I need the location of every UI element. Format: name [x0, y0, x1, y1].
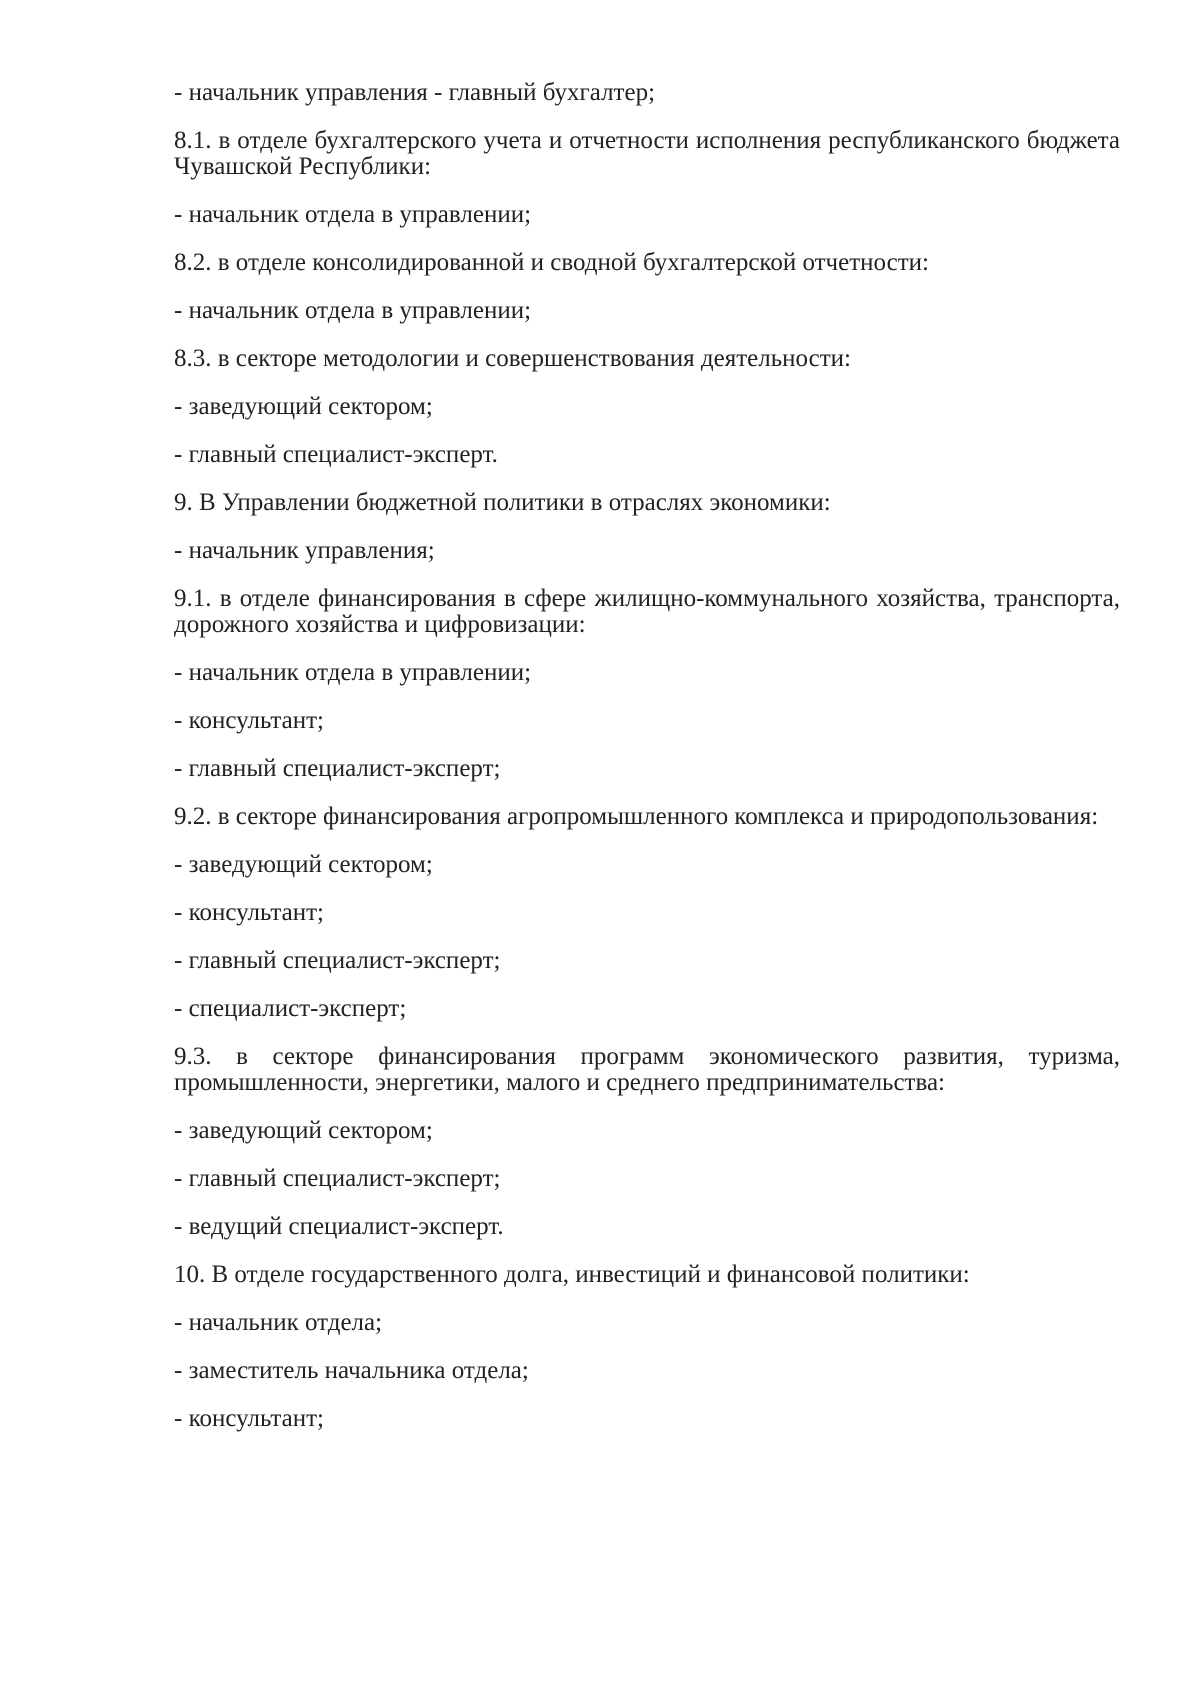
list-item: - заведующий сектором; — [174, 851, 433, 878]
section-heading: 8.1. в отделе бухгалтерского учета и отчетности исполнения республиканского бюджета Чувашской Республики: — [174, 127, 1120, 180]
list-item: - начальник отдела; — [174, 1309, 383, 1336]
list-item: - консультант; — [174, 899, 324, 926]
section-heading: 8.3. в секторе методологии и совершенствования деятельности: — [174, 345, 851, 372]
list-item: - заведующий сектором; — [174, 393, 433, 420]
list-item: - главный специалист-эксперт; — [174, 755, 501, 782]
section-heading: 9.2. в секторе финансирования агропромышленного комплекса и природопользования: — [174, 803, 1099, 830]
list-item: - заведующий сектором; — [174, 1117, 433, 1144]
section-heading: 9. В Управлении бюджетной политики в отраслях экономики: — [174, 489, 831, 516]
section-heading: 8.2. в отделе консолидированной и сводной бухгалтерской отчетности: — [174, 249, 929, 276]
list-item: - главный специалист-эксперт; — [174, 1165, 501, 1192]
document-body — [174, 80, 1120, 1454]
list-item: - начальник отдела в управлении; — [174, 297, 532, 324]
section-heading: 10. В отделе государственного долга, инвестиций и финансовой политики: — [174, 1261, 970, 1288]
list-item: - начальник отдела в управлении; — [174, 659, 532, 686]
list-item: - начальник управления - главный бухгалтер; — [174, 79, 656, 106]
list-item: - заместитель начальника отдела; — [174, 1357, 529, 1384]
list-item: - начальник отдела в управлении; — [174, 201, 532, 228]
list-item: - главный специалист-эксперт. — [174, 441, 498, 468]
list-item: - начальник управления; — [174, 537, 435, 564]
list-item: - консультант; — [174, 1405, 324, 1432]
list-item: - консультант; — [174, 707, 324, 734]
section-heading: 9.3. в секторе финансирования программ экономического развития, туризма, промышленности, энергетики, малого и среднего предпринимательства: — [174, 1043, 1120, 1096]
list-item: - ведущий специалист-эксперт. — [174, 1213, 504, 1240]
list-item: - главный специалист-эксперт; — [174, 947, 501, 974]
section-heading: 9.1. в отделе финансирования в сфере жилищно-коммунального хозяйства, транспорта, дорожного хозяйства и цифровизации: — [174, 585, 1120, 638]
list-item: - специалист-эксперт; — [174, 995, 407, 1022]
